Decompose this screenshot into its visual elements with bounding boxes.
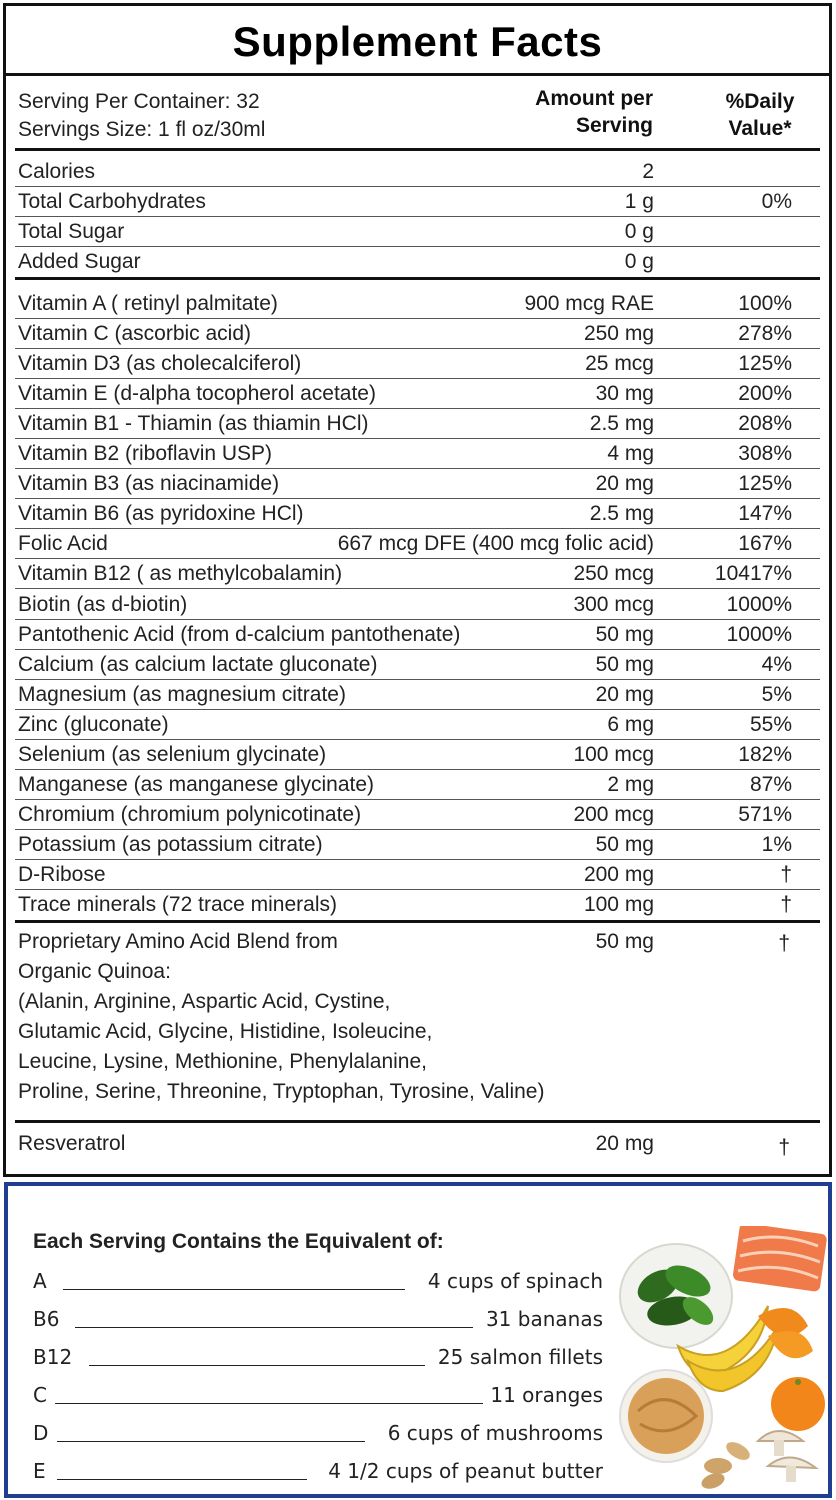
nutrient-name: Vitamin A ( retinyl palmitate) — [18, 292, 278, 315]
nutrient-daily-value: 308% — [738, 442, 792, 466]
serving-per-container: Serving Per Container: 32 — [18, 90, 260, 113]
nutrient-name: Vitamin C (ascorbic acid) — [18, 322, 252, 346]
mushroom-icon — [758, 1431, 816, 1482]
equivalent-value: 11 oranges — [490, 1383, 603, 1407]
blend-amount: 50 mg — [595, 930, 654, 953]
nutrient-row — [15, 800, 820, 830]
nutrient-name: Vitamin B12 ( as methylcobalamin) — [18, 562, 343, 586]
nutrient-amount: 667 mcg DFE (400 mcg folic acid) — [337, 532, 654, 556]
nutrient-amount: 20 mg — [595, 472, 654, 496]
nutrient-name: Vitamin E (d-alpha tocopherol acetate) — [18, 382, 376, 406]
nutrient-row — [15, 590, 820, 620]
peanut-butter-icon — [620, 1370, 712, 1462]
nutrient-name: Vitamin B3 (as niacinamide) — [18, 472, 280, 496]
nutrient-row — [15, 217, 820, 247]
nutrient-amount: 0 g — [624, 220, 654, 243]
nutrient-daily-value: 0% — [761, 190, 792, 213]
nutrient-name: Folic Acid — [18, 532, 108, 556]
nutrient-daily-value: 10417% — [714, 562, 792, 586]
resveratrol-amount: 20 mg — [595, 1132, 654, 1155]
nutrient-daily-value: 1% — [761, 832, 792, 856]
nutrient-amount: 2.5 mg — [589, 412, 654, 436]
blend-dagger: † — [778, 932, 790, 955]
nutrient-row — [15, 710, 820, 740]
equivalent-value: 25 salmon fillets — [437, 1345, 603, 1369]
nutrient-daily-value: 55% — [749, 712, 792, 736]
vitamin-letter: E — [33, 1459, 46, 1483]
nutrient-amount: 2 mg — [607, 772, 654, 796]
nutrient-row — [15, 529, 820, 559]
salmon-icon — [732, 1226, 827, 1292]
nutrient-row — [15, 349, 820, 379]
nutrient-name: Magnesium (as magnesium citrate) — [18, 682, 346, 706]
nutrient-daily-value: 125% — [738, 472, 792, 496]
nutrient-row — [15, 559, 820, 589]
nutrient-row — [15, 319, 820, 349]
nutrient-daily-value: 208% — [738, 412, 792, 436]
equivalent-row — [33, 1269, 613, 1295]
nutrient-daily-value: 1000% — [726, 592, 792, 616]
blend-line: Proline, Serine, Threonine, Tryptophan, Tyrosine, Valine) — [18, 1080, 545, 1103]
nutrient-name: Trace minerals (72 trace minerals) — [18, 893, 337, 916]
leader-line — [55, 1403, 483, 1404]
amount-header-line1: Amount per — [535, 87, 653, 110]
nutrient-name: Pantothenic Acid (from d-calcium pantothenate) — [18, 622, 461, 646]
equivalent-value: 6 cups of mushrooms — [387, 1421, 603, 1445]
nutrient-name: Calories — [18, 160, 96, 183]
nutrient-row — [15, 620, 820, 650]
panel-title: Supplement Facts — [6, 6, 829, 76]
nutrient-daily-value: 1000% — [726, 622, 792, 646]
divider — [15, 920, 820, 923]
nutrient-amount: 6 mg — [607, 712, 654, 736]
equivalent-value: 4 1/2 cups of peanut butter — [328, 1459, 603, 1483]
supplement-facts-panel — [3, 3, 832, 1177]
nutrient-row — [15, 469, 820, 499]
equivalent-row — [33, 1307, 613, 1333]
leader-line — [75, 1327, 473, 1328]
nutrient-daily-value: 100% — [738, 292, 792, 315]
equivalent-row — [33, 1345, 613, 1371]
amount-per-serving-header — [535, 85, 653, 139]
nutrient-row — [15, 379, 820, 409]
nutrient-amount: 4 mg — [607, 442, 654, 466]
nutrient-row — [15, 247, 820, 277]
nutrient-name: Added Sugar — [18, 250, 141, 273]
nutrient-amount: 2 — [642, 160, 654, 183]
daily-value-header — [715, 88, 805, 142]
vitamin-letter: B12 — [33, 1345, 73, 1369]
nutrient-daily-value: 147% — [738, 502, 792, 526]
dv-header-line2: Value* — [728, 117, 792, 140]
nutrient-row — [15, 409, 820, 439]
nutrient-amount: 900 mcg RAE — [524, 292, 654, 315]
equivalent-value: 4 cups of spinach — [427, 1269, 603, 1293]
nutrient-amount: 250 mg — [583, 322, 654, 346]
nutrient-amount: 250 mcg — [573, 562, 654, 586]
nutrient-row — [15, 680, 820, 710]
leader-line — [89, 1365, 425, 1366]
blend-line: Organic Quinoa: — [18, 960, 171, 983]
blend-line: Glutamic Acid, Glycine, Histidine, Isoleucine, — [18, 1020, 433, 1043]
nutrient-row — [15, 830, 820, 860]
nutrient-name: Chromium (chromium polynicotinate) — [18, 802, 362, 826]
vitamin-letter: D — [33, 1421, 49, 1445]
nutrient-amount: 30 mg — [595, 382, 654, 406]
nutrient-amount: 0 g — [624, 250, 654, 273]
nutrient-row — [15, 770, 820, 800]
resveratrol-dagger: † — [778, 1136, 790, 1159]
nutrient-daily-value: 571% — [738, 802, 792, 826]
food-illustration — [618, 1226, 832, 1496]
peanuts-icon — [699, 1438, 752, 1491]
divider — [15, 148, 820, 151]
nutrient-row — [15, 187, 820, 217]
resveratrol-name: Resveratrol — [18, 1132, 126, 1155]
nutrient-amount: 50 mg — [595, 622, 654, 646]
nutrient-amount: 1 g — [624, 190, 654, 213]
nutrient-row — [15, 439, 820, 469]
nutrient-daily-value: 200% — [738, 382, 792, 406]
nutrient-amount: 20 mg — [595, 682, 654, 706]
dv-header-line1: %Daily — [725, 90, 795, 113]
nutrient-daily-value: 5% — [761, 682, 792, 706]
vitamin-letter: B6 — [33, 1307, 60, 1331]
nutrient-name: Vitamin D3 (as cholecalciferol) — [18, 352, 302, 376]
nutrient-row — [15, 890, 820, 920]
equivalent-value: 31 bananas — [485, 1307, 603, 1331]
nutrient-name: Total Sugar — [18, 220, 125, 243]
nutrient-daily-value: 278% — [738, 322, 792, 346]
nutrient-name: Calcium (as calcium lactate gluconate) — [18, 652, 378, 676]
nutrient-amount: 50 mg — [595, 652, 654, 676]
equivalent-row — [33, 1459, 613, 1485]
leader-line — [57, 1479, 307, 1480]
vitamin-letter: C — [33, 1383, 47, 1407]
equivalent-title: Each Serving Contains the Equivalent of: — [33, 1230, 444, 1253]
nutrient-daily-value: 167% — [738, 532, 792, 556]
nutrient-daily-value: 182% — [738, 742, 792, 766]
nutrient-name: Selenium (as selenium glycinate) — [18, 742, 327, 766]
nutrient-name: Vitamin B1 - Thiamin (as thiamin HCl) — [18, 412, 369, 436]
equivalent-panel — [4, 1182, 832, 1498]
nutrient-name: Zinc (gluconate) — [18, 712, 169, 736]
leader-line — [57, 1441, 365, 1442]
blend-line: Proprietary Amino Acid Blend from — [18, 930, 338, 953]
nutrient-amount: 2.5 mg — [589, 502, 654, 526]
nutrient-amount: 100 mg — [583, 893, 654, 916]
nutrient-daily-value: 87% — [749, 772, 792, 796]
nutrient-daily-value: † — [780, 862, 792, 886]
nutrient-row — [15, 860, 820, 890]
serving-size: Servings Size: 1 fl oz/30ml — [18, 118, 266, 141]
nutrient-amount: 100 mcg — [573, 742, 654, 766]
divider — [15, 277, 820, 280]
blend-line: (Alanin, Arginine, Aspartic Acid, Cystine, — [18, 990, 391, 1013]
nutrient-row — [15, 157, 820, 187]
leader-line — [63, 1289, 405, 1290]
equivalent-row — [33, 1421, 613, 1447]
nutrient-daily-value: † — [780, 893, 792, 916]
nutrient-row — [15, 499, 820, 529]
blend-line: Leucine, Lysine, Methionine, Phenylalanine, — [18, 1050, 427, 1073]
nutrient-name: Vitamin B2 (riboflavin USP) — [18, 442, 273, 466]
divider — [15, 1120, 820, 1123]
nutrient-amount: 200 mg — [583, 862, 654, 886]
amount-header-line2: Serving — [575, 114, 653, 137]
nutrient-name: Manganese (as manganese glycinate) — [18, 772, 375, 796]
nutrient-row — [15, 740, 820, 770]
nutrient-row — [15, 289, 820, 319]
spinach-bowl-icon — [620, 1244, 732, 1348]
nutrient-name: Vitamin B6 (as pyridoxine HCl) — [18, 502, 304, 526]
vitamin-letter: A — [33, 1269, 47, 1293]
nutrient-daily-value: 125% — [738, 352, 792, 376]
nutrient-amount: 25 mcg — [585, 352, 654, 376]
nutrient-amount: 50 mg — [595, 832, 654, 856]
nutrient-name: Potassium (as potassium citrate) — [18, 832, 323, 856]
nutrient-amount: 200 mcg — [573, 802, 654, 826]
nutrient-row — [15, 650, 820, 680]
nutrient-name: Total Carbohydrates — [18, 190, 206, 213]
nutrient-name: D-Ribose — [18, 862, 106, 886]
nutrient-name: Biotin (as d-biotin) — [18, 592, 188, 616]
nutrient-daily-value: 4% — [761, 652, 792, 676]
nutrient-amount: 300 mcg — [573, 592, 654, 616]
equivalent-row — [33, 1383, 613, 1409]
orange-icon — [758, 1308, 825, 1431]
